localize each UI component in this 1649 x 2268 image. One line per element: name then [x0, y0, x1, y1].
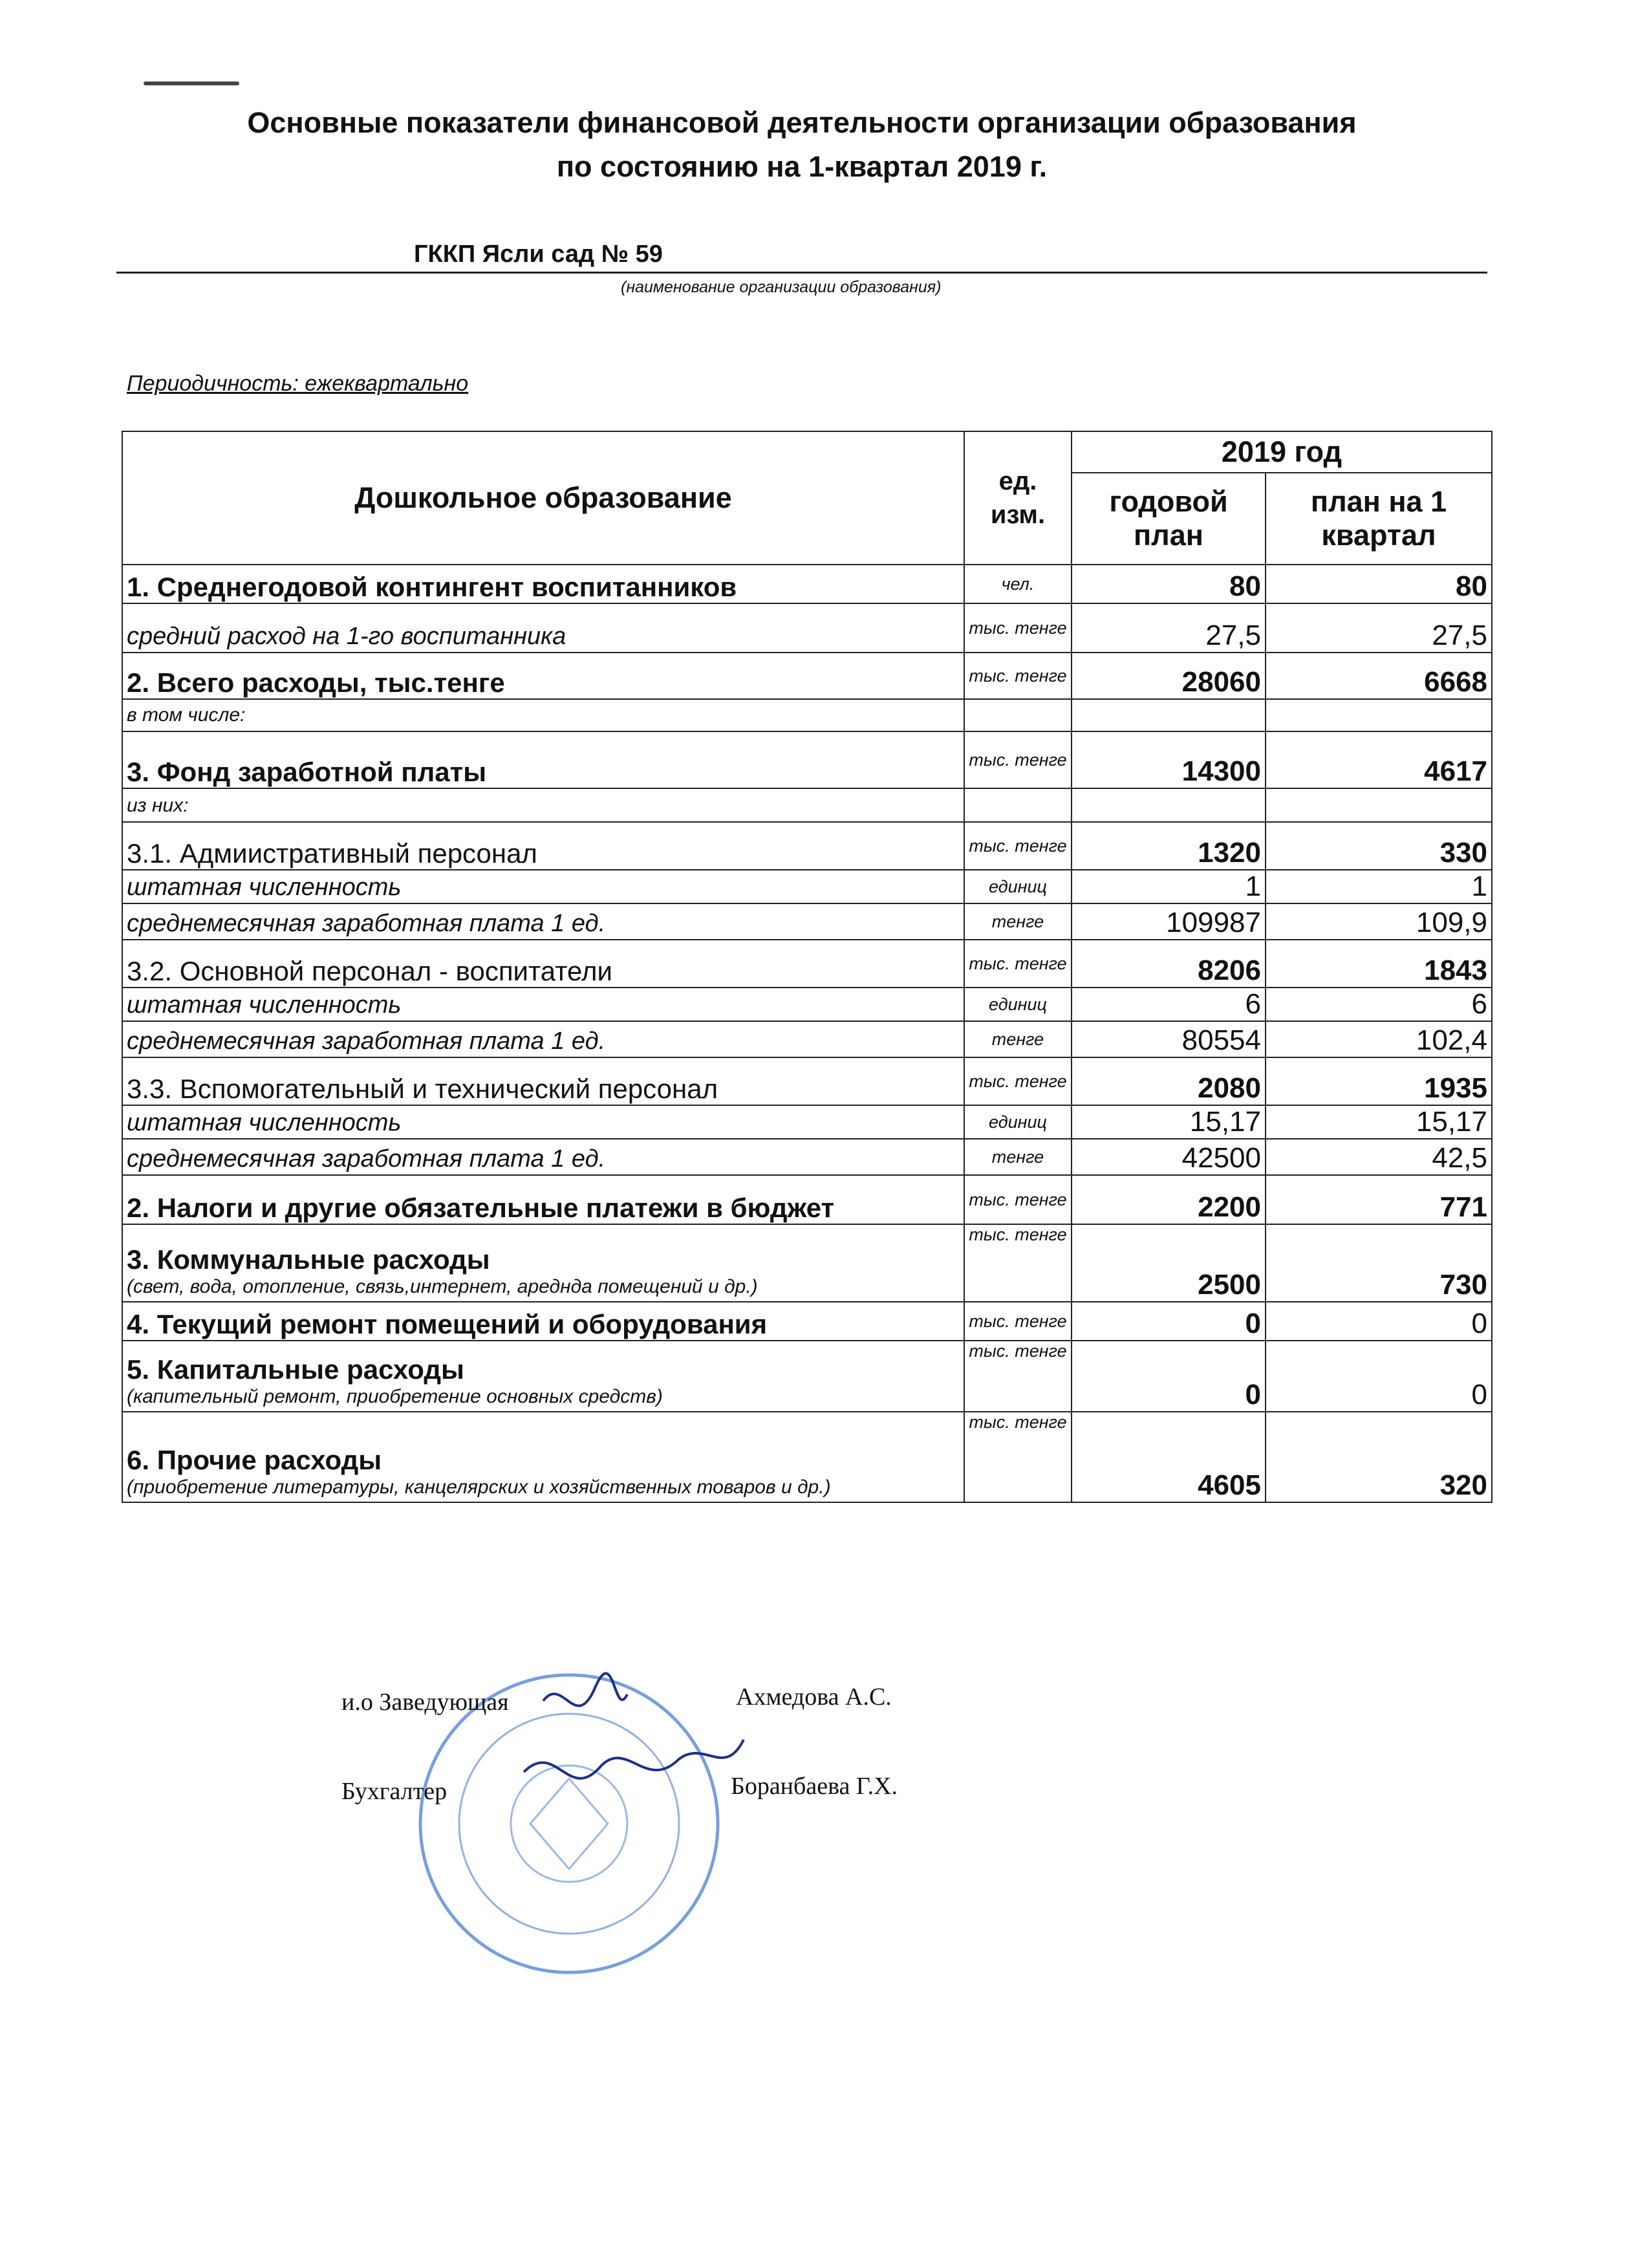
org-note: (наименование организации образования): [621, 278, 942, 296]
doc-title-line1: Основные показатели финансовой деятельности организации образования: [247, 106, 1357, 139]
row-label: штатная численность: [127, 1109, 402, 1136]
accountant-name: Боранбаева Г.Х.: [731, 1773, 898, 1800]
table-row: [122, 988, 1492, 1021]
head-title: и.о Заведующая: [341, 1689, 509, 1716]
table-row: [122, 1412, 1492, 1502]
table-row: [122, 1302, 1492, 1341]
annual-plan-value: [1072, 699, 1266, 731]
row-unit: чел.: [964, 565, 1072, 603]
row-label: штатная численность: [127, 991, 402, 1019]
table-row: [122, 903, 1492, 940]
q1-plan-value: 771: [1266, 1175, 1492, 1224]
row-label-cell: [122, 1175, 964, 1224]
row-label: среднемесячная заработная плата 1 ед.: [127, 910, 606, 937]
table-row: [122, 653, 1492, 699]
row-unit: тыс. тенге: [964, 653, 1072, 699]
row-label-cell: [122, 988, 964, 1021]
table-row: [122, 1341, 1492, 1412]
header-category: Дошкольное образование: [122, 431, 964, 565]
q1-plan-value: 102,4: [1266, 1021, 1492, 1057]
annual-plan-value: 27,5: [1072, 603, 1266, 653]
table-row: [122, 699, 1492, 731]
row-label: средний расход на 1-го воспитанника: [127, 623, 566, 650]
row-label-cell: [122, 565, 964, 603]
table-row: [122, 1057, 1492, 1105]
row-unit: единиц: [964, 988, 1072, 1021]
row-unit: тыс. тенге: [964, 822, 1072, 870]
row-label: 2. Всего расходы, тыс.тенге: [127, 667, 505, 698]
annual-plan-value: 0: [1072, 1341, 1266, 1412]
q1-plan-value: 1: [1266, 870, 1492, 903]
table-row: [122, 788, 1492, 822]
row-label-cell: [122, 870, 964, 903]
row-label-cell: [122, 699, 964, 731]
row-unit: [964, 699, 1072, 731]
row-unit: тенге: [964, 1021, 1072, 1057]
row-sublabel: (капитeльный ремонт, приобретение основных средств): [127, 1386, 663, 1407]
row-unit: тыс. тенге: [964, 731, 1072, 788]
row-sublabel: (свет, вода, отопление, связь,интернет, ареднда помещений и др.): [127, 1276, 758, 1297]
q1-plan-value: 6: [1266, 988, 1492, 1021]
row-unit: единиц: [964, 1105, 1072, 1139]
signature-icon: [517, 1662, 750, 1817]
row-label-cell: [122, 653, 964, 699]
row-unit: [964, 788, 1072, 822]
row-unit: тыс. тенге: [964, 1057, 1072, 1105]
row-label-cell: [122, 788, 964, 822]
row-label: 6. Прочие расходы: [127, 1445, 382, 1475]
row-label-cell: [122, 1021, 964, 1057]
scan-mark: [144, 81, 239, 85]
row-unit: тыс. тенге: [964, 1175, 1072, 1224]
annual-plan-value: [1072, 788, 1266, 822]
q1-plan-value: 1843: [1266, 940, 1492, 988]
org-name: ГККП Ясли сад № 59: [414, 241, 663, 268]
annual-plan-value: 2080: [1072, 1057, 1266, 1105]
header-year: 2019 год: [1072, 431, 1492, 473]
indicators-table: [122, 431, 1493, 1503]
q1-plan-value: 27,5: [1266, 603, 1492, 653]
q1-plan-value: 330: [1266, 822, 1492, 870]
row-unit: тыс. тенге: [964, 603, 1072, 653]
q1-plan-value: 80: [1266, 565, 1492, 603]
row-label-cell: [122, 1139, 964, 1175]
row-label: 3. Фонд заработной платы: [127, 757, 487, 787]
table-row: [122, 940, 1492, 988]
row-unit: единиц: [964, 870, 1072, 903]
row-label-cell: [122, 940, 964, 988]
row-unit: тыс. тенге: [964, 1341, 1072, 1412]
row-unit: тыс. тенге: [964, 1224, 1072, 1302]
q1-plan-value: [1266, 788, 1492, 822]
table-row: [122, 822, 1492, 870]
annual-plan-value: 1320: [1072, 822, 1266, 870]
row-label: 3.1. Адмиистративный персонал: [127, 838, 537, 869]
annual-plan-value: 80: [1072, 565, 1266, 603]
table-row: [122, 1105, 1492, 1139]
annual-plan-value: 109987: [1072, 903, 1266, 940]
head-name: Ахмедова А.С.: [736, 1683, 892, 1711]
row-unit: тыс. тенге: [964, 940, 1072, 988]
row-label: 2. Налоги и другие обязательные платежи в бюджет: [127, 1193, 835, 1223]
row-label: 5. Капитальные расходы: [127, 1354, 464, 1385]
org-underline: [116, 272, 1487, 274]
row-unit: тыс. тенге: [964, 1302, 1072, 1341]
q1-plan-value: 320: [1266, 1412, 1492, 1502]
row-label-cell: [122, 603, 964, 653]
row-unit: тенге: [964, 1139, 1072, 1175]
q1-plan-value: 15,17: [1266, 1105, 1492, 1139]
table-row: [122, 1175, 1492, 1224]
row-label-cell: [122, 822, 964, 870]
header-annual: годовой план: [1072, 473, 1266, 565]
row-label-cell: [122, 903, 964, 940]
q1-plan-value: [1266, 699, 1492, 731]
annual-plan-value: 2500: [1072, 1224, 1266, 1302]
annual-plan-value: 0: [1072, 1302, 1266, 1341]
annual-plan-value: 14300: [1072, 731, 1266, 788]
row-label: в том числе:: [127, 704, 246, 726]
accountant-title: Бухгалтер: [341, 1778, 447, 1805]
table-row: [122, 870, 1492, 903]
row-label-cell: [122, 1412, 964, 1502]
row-label: 3. Коммунальные расходы: [127, 1244, 490, 1275]
table-row: [122, 731, 1492, 788]
q1-plan-value: 730: [1266, 1224, 1492, 1302]
table-row: [122, 1224, 1492, 1302]
periodicity: Периодичность: ежеквартально: [127, 371, 469, 396]
row-label: 1. Среднегодовой контингент воспитанников: [127, 572, 737, 602]
annual-plan-value: 42500: [1072, 1139, 1266, 1175]
table-row: [122, 603, 1492, 653]
annual-plan-value: 15,17: [1072, 1105, 1266, 1139]
q1-plan-value: 4617: [1266, 731, 1492, 788]
q1-plan-value: 42,5: [1266, 1139, 1492, 1175]
annual-plan-value: 1: [1072, 870, 1266, 903]
table-row: [122, 1021, 1492, 1057]
row-label-cell: [122, 1302, 964, 1341]
row-label-cell: [122, 731, 964, 788]
annual-plan-value: 80554: [1072, 1021, 1266, 1057]
row-sublabel: (приобретение литературы, канцелярских и хозяйственных товаров и др.): [127, 1476, 831, 1498]
row-label: среднемесячная заработная плата 1 ед.: [127, 1145, 606, 1172]
row-label: 3.3. Вспомогательный и технический персонал: [127, 1074, 718, 1104]
annual-plan-value: 28060: [1072, 653, 1266, 699]
header-unit: ед. изм.: [964, 431, 1072, 565]
q1-plan-value: 0: [1266, 1341, 1492, 1412]
row-unit: тенге: [964, 903, 1072, 940]
row-label: 3.2. Основной персонал - воспитатели: [127, 956, 612, 986]
row-label-cell: [122, 1057, 964, 1105]
row-label-cell: [122, 1224, 964, 1302]
row-label-cell: [122, 1105, 964, 1139]
header-row-1: [122, 431, 1492, 473]
annual-plan-value: 2200: [1072, 1175, 1266, 1224]
header-q1: план на 1 квартал: [1266, 473, 1492, 565]
table-row: [122, 1139, 1492, 1175]
q1-plan-value: 0: [1266, 1302, 1492, 1341]
doc-title-line2: по состоянию на 1-квартал 2019 г.: [556, 150, 1048, 183]
table-body: [122, 431, 1492, 1502]
q1-plan-value: 6668: [1266, 653, 1492, 699]
row-label: штатная численность: [127, 874, 402, 901]
row-label: из них:: [127, 795, 189, 816]
annual-plan-value: 4605: [1072, 1412, 1266, 1502]
annual-plan-value: 6: [1072, 988, 1266, 1021]
row-label-cell: [122, 1341, 964, 1412]
row-label: 4. Текущий ремонт помещений и оборудования: [127, 1309, 768, 1339]
table-row: [122, 565, 1492, 603]
row-label: среднемесячная заработная плата 1 ед.: [127, 1028, 606, 1055]
q1-plan-value: 1935: [1266, 1057, 1492, 1105]
q1-plan-value: 109,9: [1266, 903, 1492, 940]
annual-plan-value: 8206: [1072, 940, 1266, 988]
row-unit: тыс. тенге: [964, 1412, 1072, 1502]
